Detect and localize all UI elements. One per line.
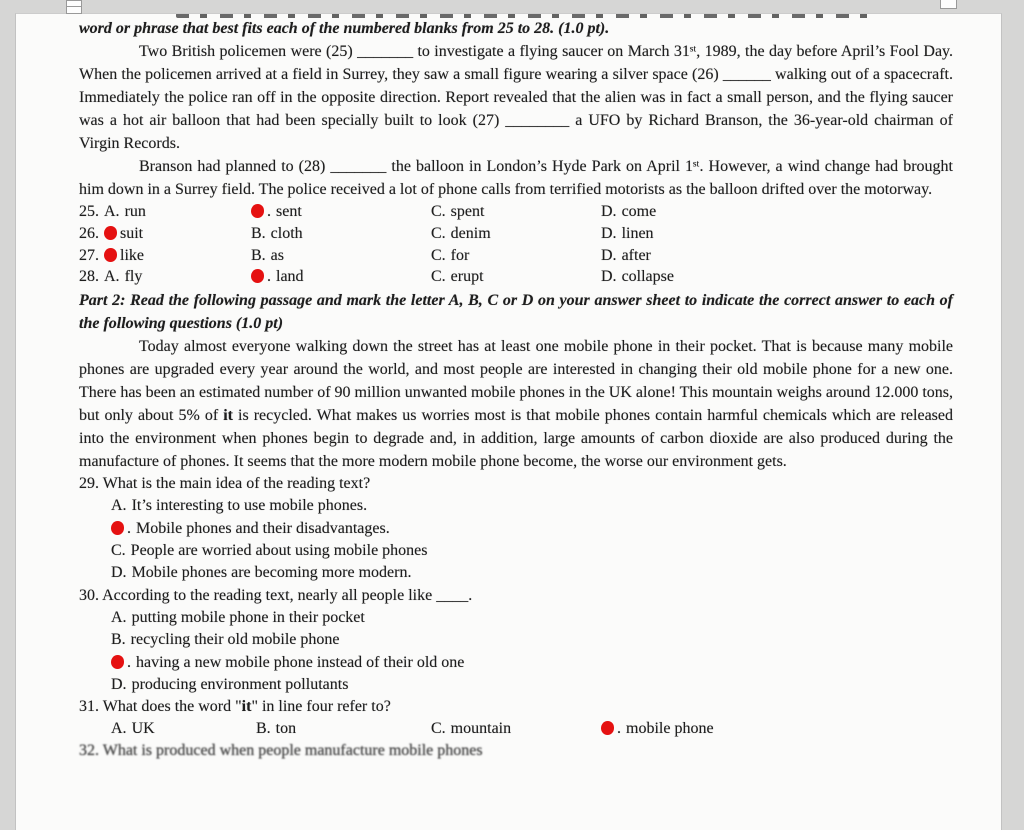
question-27-option-b: B. as (251, 246, 284, 264)
question-row-25 (79, 201, 953, 223)
answer-marker-dot (104, 226, 117, 240)
question-27-option-a-marked (79, 245, 251, 267)
table-handle-left[interactable] (66, 0, 82, 14)
option-text: land (276, 268, 304, 286)
question-30-title: 30. According to the reading text, nearly all people like ____. (79, 586, 473, 604)
question-27-option-c: C. for (431, 246, 470, 264)
question-28-option-b-marked: . land (251, 266, 431, 288)
question-26-option-c: C. denim (431, 224, 491, 242)
question-31-bold-it: it (241, 698, 252, 716)
option-text: producing environment pollutants (131, 675, 349, 693)
question-31-option-a: A. UK (111, 720, 155, 738)
question-31-option-b: B. ton (256, 720, 297, 738)
option-text: having a new mobile phone instead of their old one (136, 653, 465, 671)
question-29-option-b-marked: . Mobile phones and their disadvantages. (79, 518, 953, 540)
question-29-option-d: D. Mobile phones are becoming more modern. (111, 564, 412, 582)
question-row-28 (79, 266, 953, 288)
answer-marker-dot (251, 269, 264, 283)
question-number: 27. (79, 246, 99, 264)
option-text: spent (450, 203, 485, 220)
option-text: cloth (270, 224, 303, 242)
answer-marker-dot (111, 655, 124, 669)
cloze-paragraph-1: Two British policemen were (25) _______ to investigate a flying saucer on March 31ˢᵗ, 1989, the day before April’s Fool Day. When the policemen arrived at a field in Surrey, they saw a small figure wearing a silver space (26) ______ walking out of a spacecraft. Immediately the police ran off in the opposite direction. Report revealed that the alien was in fact a small person, and the flying saucer was a hot air balloon that had been specially built to look (27) ________ a UFO by Richard Branson, the 36-year-old chairman of Virgin Records. (79, 43, 953, 152)
option-text: like (120, 246, 144, 264)
question-25-option-d: D. come (601, 203, 657, 220)
answer-marker-dot (104, 248, 117, 262)
question-25-option-c: C. spent (431, 203, 485, 220)
option-text: mountain (450, 720, 512, 738)
option-text: Mobile phones and their disadvantages. (136, 519, 390, 537)
question-row-26 (79, 223, 953, 245)
option-text: ton (275, 720, 297, 738)
question-28-option-d: D. collapse (601, 268, 674, 286)
option-text: mobile phone (626, 720, 714, 738)
question-30-option-d: D. producing environment pollutants (111, 675, 349, 693)
question-26-option-b: B. cloth (251, 224, 303, 242)
question-30-option-b: B. recycling their old mobile phone (111, 631, 340, 649)
question-29-option-c: C. People are worried about using mobile phones (111, 542, 428, 560)
question-26-option-a-marked (79, 223, 251, 245)
reading-passage: Today almost everyone walking down the street has at least one mobile phone in their pocket. That is because many mobile phones are upgraded every year around the world, and most people are interested in changing their old mobile phone for a new one. There has been an estimated number of 90 million unwanted mobile phones in the UK alone! This mountain weighs around 12.000 tons, but only about 5% of it is recycled. What makes us worries most is that mobile phones contain harmful chemicals which are released into the environment when phones begin to degrade and, in addition, large amounts of carbon dioxide are also produced during the manufacture of phones. It seems that the more modern mobile phone become, the worse our environment gets. (79, 338, 954, 471)
answer-marker-dot (111, 521, 124, 535)
question-31-option-d-marked: . mobile phone (601, 718, 953, 740)
question-28-option-c: C. erupt (431, 268, 484, 286)
question-25-option-a: 25. A. run (79, 203, 146, 220)
question-27-option-d: D. after (601, 246, 651, 264)
question-28-option-a: 28. A. fly (79, 268, 143, 286)
table-handle-right[interactable] (940, 0, 957, 9)
option-text: collapse (621, 268, 674, 286)
option-text: recycling their old mobile phone (130, 631, 340, 649)
option-text: denim (450, 224, 491, 242)
option-text: come (621, 203, 657, 220)
option-text: putting mobile phone in their pocket (131, 608, 365, 626)
option-text: Mobile phones are becoming more modern. (131, 564, 412, 582)
question-number: 26. (79, 224, 99, 242)
question-30-option-c-marked: . having a new mobile phone instead of their old one (79, 652, 953, 674)
question-row-27 (79, 245, 953, 267)
question-30 (79, 585, 953, 696)
part2-heading: Part 2: Read the following passage and mark the letter A, B, C or D on your answer sheet to indicate the correct answer to each of the following questions (1.0 pt) (79, 292, 953, 333)
question-29-option-a: A. It’s interesting to use mobile phones. (111, 497, 368, 515)
option-text: for (450, 246, 470, 264)
answer-marker-dot (251, 204, 264, 218)
question-30-option-a: A. putting mobile phone in their pocket (111, 608, 365, 626)
option-text: suit (120, 224, 144, 242)
option-text: sent (276, 203, 302, 220)
question-number: 25. (79, 203, 99, 220)
question-31 (79, 696, 953, 740)
question-29-title: 29. What is the main idea of the reading text? (79, 475, 371, 493)
option-text: erupt (450, 268, 484, 286)
document-page (15, 13, 1002, 830)
answer-marker-dot (601, 721, 614, 735)
question-25-option-b-marked: . sent (251, 201, 431, 223)
question-32-clipped: 32. What is produced when people manufacture mobile phones (79, 741, 483, 759)
question-31-options-row (79, 718, 953, 740)
question-29 (79, 473, 953, 584)
option-text: UK (131, 720, 155, 738)
question-number: 28. (79, 268, 99, 286)
option-text: as (270, 246, 284, 264)
passage-bold-it: it (223, 407, 233, 425)
option-text: People are worried about using mobile phones (130, 542, 428, 560)
cloze-paragraph-2: Branson had planned to (28) _______ the balloon in London’s Hyde Park on April 1ˢᵗ. However, a wind change had brought him down in a Surrey field. The police received a lot of phone calls from terrified motorists as the balloon drifted over the motorway. (79, 158, 953, 198)
option-text: linen (621, 224, 654, 242)
page-content (16, 14, 1001, 762)
option-text: fly (124, 268, 143, 286)
option-text: run (124, 203, 146, 220)
option-text: It’s interesting to use mobile phones. (131, 497, 368, 515)
question-31-option-c: C. mountain (431, 720, 512, 738)
option-text: after (621, 246, 651, 264)
question-26-option-d: D. linen (601, 224, 654, 242)
section-intro-heading: word or phrase that best fits each of the numbered blanks from 25 to 28. (1.0 pt). (79, 20, 610, 37)
question-31-title: 31. What does the word "it" in line four refer to? (79, 698, 391, 716)
